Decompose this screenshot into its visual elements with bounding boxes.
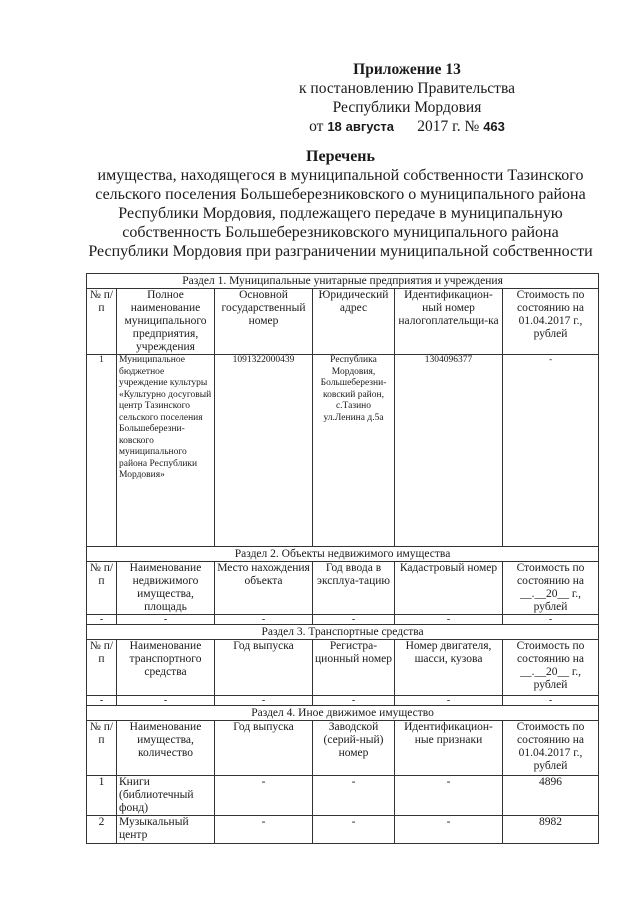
table-row (87, 615, 599, 625)
section4-header-row (87, 721, 599, 776)
header-cell: Год выпуска (215, 721, 313, 776)
document-description: имущества, находящегося в муниципальной собственности Тазинского сельского поселения Большеберезниковского о муниципального района Республики Мордовия, подлежащего передаче в муниципальную собственность Большеберезниковского муниципального района Республики Мордовия при разграничении муниципальной собственности (88, 167, 593, 260)
cell: - (215, 816, 313, 844)
cell: 1304096377 (395, 355, 503, 547)
cell: - (395, 696, 503, 706)
cell: 2 (87, 816, 117, 844)
cell: - (313, 816, 395, 844)
appendix-block (267, 60, 547, 136)
date-prefix: от (309, 118, 324, 135)
cell: - (395, 776, 503, 816)
section3-title-row (87, 625, 599, 640)
header-cell: Идентификацион-ные признаки (395, 721, 503, 776)
appendix-title: Приложение 13 (353, 61, 461, 78)
header-cell: Номер двигателя, шасси, кузова (395, 640, 503, 696)
date-day: 18 (327, 119, 342, 134)
header-cell: Регистра-ционный номер (313, 640, 395, 696)
header-cell: Кадастровый номер (395, 562, 503, 615)
table-row (87, 816, 599, 844)
cell: - (215, 696, 313, 706)
cell: 1091322000439 (215, 355, 313, 547)
header-cell: Наименование транспортного средства (117, 640, 215, 696)
section1-header-row (87, 289, 599, 355)
header-cell: Основной государственный номер (215, 289, 313, 355)
table-row (87, 776, 599, 816)
cell: - (503, 615, 599, 625)
date-month: августа (345, 119, 395, 134)
cell: 1 (87, 776, 117, 816)
section4-title: Раздел 4. Иное движимое имущество (87, 706, 599, 721)
cell: - (87, 696, 117, 706)
header-cell: Юридический адрес (313, 289, 395, 355)
header-cell: Полное наименование муниципального предприятия, учреждения (117, 289, 215, 355)
cell: - (395, 816, 503, 844)
header-cell: № п/п (87, 721, 117, 776)
cell: - (117, 615, 215, 625)
property-table (86, 273, 599, 844)
section2-title-row (87, 547, 599, 562)
section1-title-row (87, 274, 599, 289)
appendix-date (267, 117, 547, 136)
header-cell: № п/п (87, 289, 117, 355)
section3-header-row (87, 640, 599, 696)
cell: Муниципальное бюджетное учреждение культуры «Культурно досуговый центр Тазинского сельского поселения Большеберезни-ковского муниципального района Республики Мордовия» (117, 355, 215, 547)
cell: - (503, 355, 599, 547)
date-year: 2017 г. № (417, 118, 480, 135)
section3-title: Раздел 3. Транспортные средства (87, 625, 599, 640)
appendix-line1: к постановлению Правительства (299, 80, 515, 97)
header-cell: Стоимость по состоянию на __.__20__ г., рублей (503, 640, 599, 696)
header-cell: Наименование недвижимого имущества, площадь (117, 562, 215, 615)
cell: - (503, 696, 599, 706)
header-cell: Идентификацион-ный номер налогоплательщи-ка (395, 289, 503, 355)
cell: - (215, 776, 313, 816)
header-cell: № п/п (87, 562, 117, 615)
header-cell: Год выпуска (215, 640, 313, 696)
cell: - (87, 615, 117, 625)
section2-title: Раздел 2. Объекты недвижимого имущества (87, 547, 599, 562)
document-title-block (88, 147, 593, 261)
cell: - (313, 776, 395, 816)
section1-title: Раздел 1. Муниципальные унитарные предприятия и учреждения (87, 274, 599, 289)
table-row (87, 355, 599, 547)
table-row (87, 696, 599, 706)
cell: Республика Мордовия, Большеберезни-ковский район, с.Тазино ул.Ленина д.5а (313, 355, 395, 547)
section2-header-row (87, 562, 599, 615)
section4-title-row (87, 706, 599, 721)
cell: Книги (библиотечный фонд) (117, 776, 215, 816)
document-title: Перечень (306, 148, 375, 165)
cell: - (117, 696, 215, 706)
decree-number: 463 (483, 119, 505, 134)
cell: Музыкальный центр (117, 816, 215, 844)
header-cell: № п/п (87, 640, 117, 696)
header-cell: Заводской (серий-ный) номер (313, 721, 395, 776)
header-cell: Год ввода в эксплуа-тацию (313, 562, 395, 615)
cell: - (395, 615, 503, 625)
header-cell: Стоимость по состоянию на 01.04.2017 г., рублей (503, 721, 599, 776)
cell: - (313, 615, 395, 625)
cell: - (215, 615, 313, 625)
header-cell: Стоимость по состоянию на __.__20__ г., рублей (503, 562, 599, 615)
appendix-line2: Республики Мордовия (332, 99, 482, 116)
header-cell: Наименование имущества, количество (117, 721, 215, 776)
cell: 1 (87, 355, 117, 547)
cell: 8982 (503, 816, 599, 844)
header-cell: Место нахождения объекта (215, 562, 313, 615)
cell: 4896 (503, 776, 599, 816)
header-cell: Стоимость по состоянию на 01.04.2017 г., рублей (503, 289, 599, 355)
cell: - (313, 696, 395, 706)
